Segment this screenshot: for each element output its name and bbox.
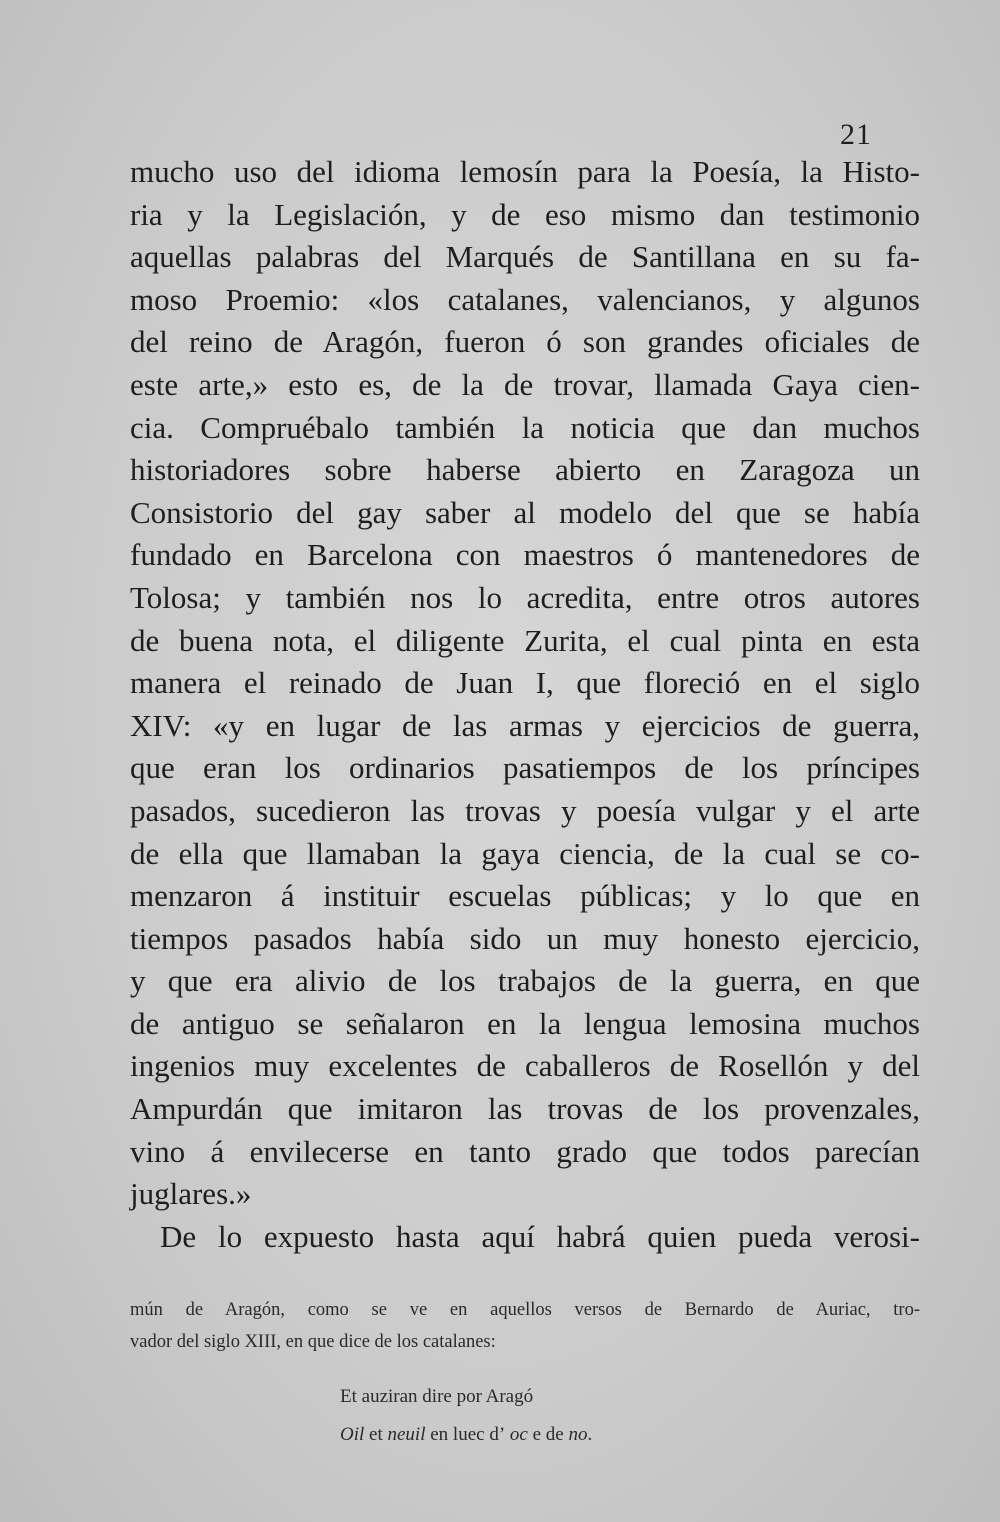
text-line: Ampurdán que imitaron las trovas de los provenzales, [130,1091,920,1127]
text-line: De lo expuesto hasta aquí habrá quien pueda verosi- [160,1218,920,1254]
verse-word: neuil [387,1424,426,1445]
verse-line: Et auziran dire por Aragó [340,1386,534,1407]
text-line: ingenios muy excelentes de caballeros de Rosellón y del [130,1048,920,1084]
text-line: que eran los ordinarios pasatiempos de los príncipes [130,750,920,786]
text-line: manera el reinado de Juan I, que floreció en el siglo [130,665,920,701]
text-line: menzaron á instituir escuelas públicas; y lo que en [130,878,920,914]
verse-word: e de [527,1424,569,1445]
text-line: XIV: «y en lugar de las armas y ejercicios de guerra, [130,707,920,743]
text-line: Consistorio del gay saber al modelo del que se había [130,494,920,530]
text-line: del reino de Aragón, fueron ó son grandes oficiales de [130,324,920,360]
verse-word: . [587,1424,593,1445]
verse-word: en luec dʼ [425,1424,510,1445]
footnote-line: mún de Aragón, como se ve en aquellos versos de Bernardo de Auriac, tro- [130,1300,920,1320]
text-line: ria y la Legislación, y de eso mismo dan testimonio [130,196,920,232]
text-line: de ella que llamaban la gaya ciencia, de la cual se co- [130,835,920,871]
verse-word: et [364,1424,388,1445]
verse-word: oc [509,1424,528,1445]
page-number: 21 [840,118,872,151]
text-line: vino á envilecerse en tanto grado que todos parecían [130,1133,920,1169]
text-line: tiempos pasados había sido un muy honesto ejercicio, [130,920,920,956]
footnote-line: vador del siglo XIII, en que dice de los catalanes: [130,1332,496,1352]
verse-word: Oil [340,1424,365,1445]
footnote [130,1294,920,1358]
text-line: cia. Compruébalo también la noticia que dan muchos [130,409,920,445]
text-line: mucho uso del idioma lemosín para la Poesía, la Histo- [130,154,920,189]
verse-line [340,1416,592,1454]
text-line: aquellas palabras del Marqués de Santillana en su fa- [130,239,920,275]
text-line: juglares.» [130,1176,252,1212]
verse-word: no [568,1424,588,1445]
text-line: Tolosa; y también nos lo acredita, entre otros autores [130,579,920,615]
text-line: y que era alivio de los trabajos de la guerra, en que [130,963,920,999]
text-line: historiadores sobre haberse abierto en Zaragoza un [130,452,920,488]
text-line: moso Proemio: «los catalanes, valencianos, y algunos [130,281,920,317]
text-line: pasados, sucedieron las trovas y poesía vulgar y el arte [130,792,920,828]
verse-quote [340,1378,592,1454]
text-line: de buena nota, el diligente Zurita, el cual pinta en esta [130,622,920,658]
main-text-block [130,151,920,1258]
text-line: fundado en Barcelona con maestros ó mantenedores de [130,537,920,573]
text-line: de antiguo se señalaron en la lengua lemosina muchos [130,1005,920,1041]
text-line: este arte,» esto es, de la de trovar, llamada Gaya cien- [130,366,920,402]
